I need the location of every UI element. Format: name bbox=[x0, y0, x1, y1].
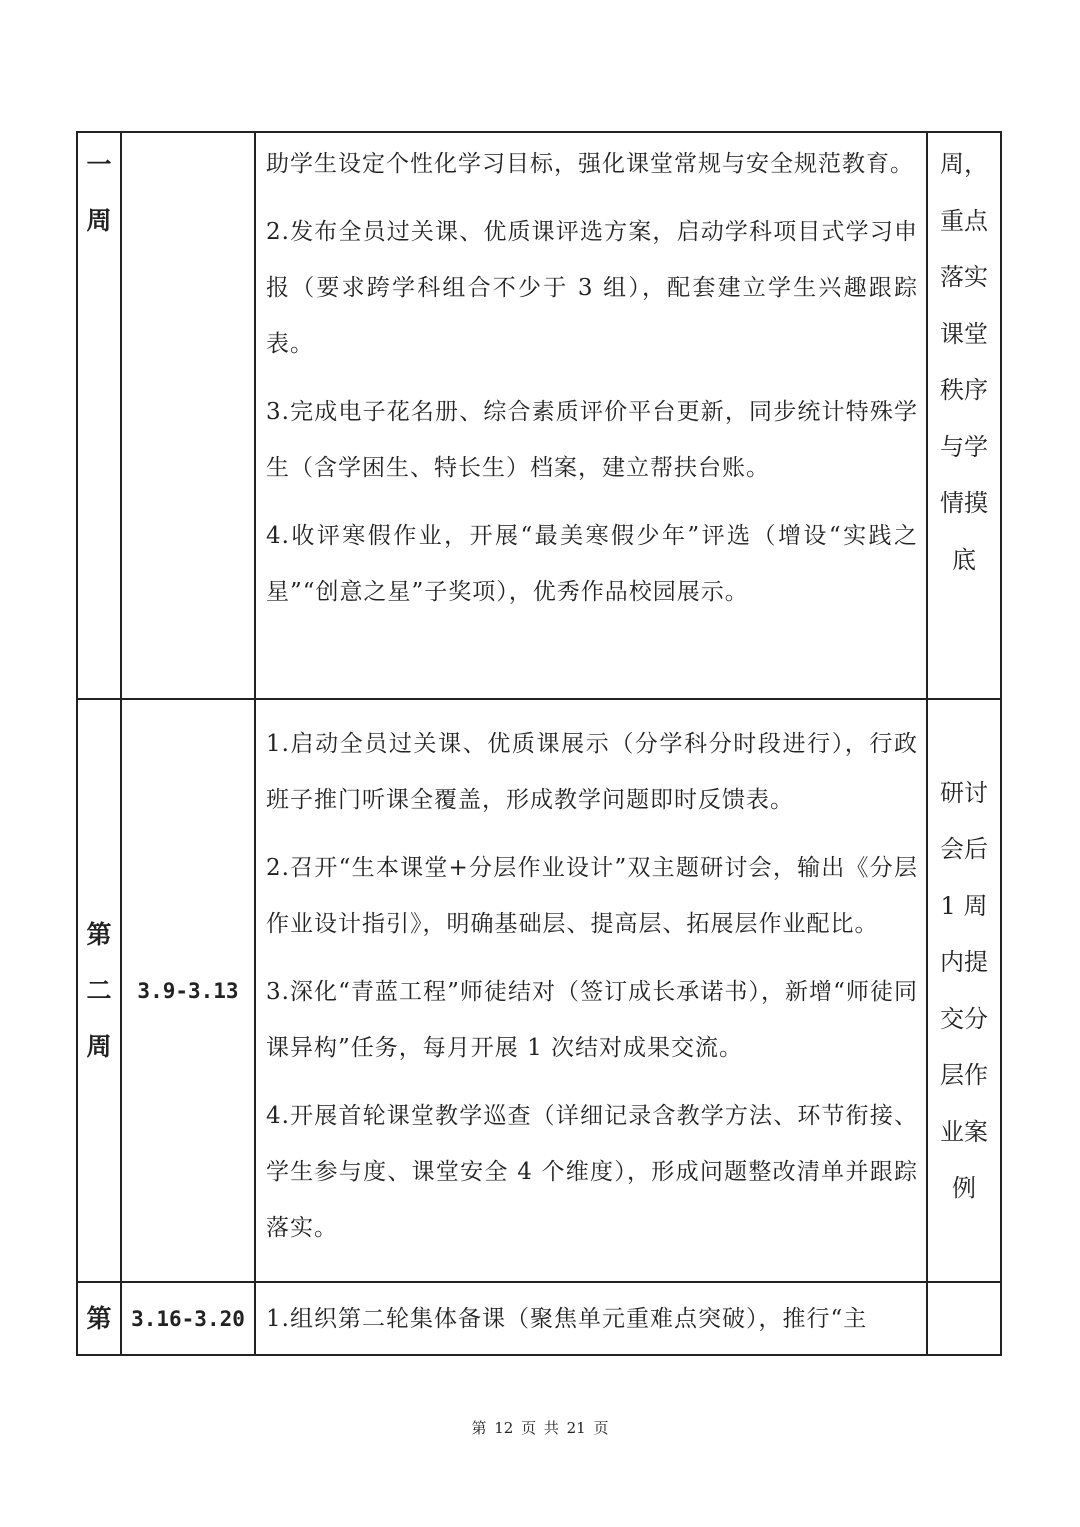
note-char: 内提 bbox=[940, 948, 988, 976]
note-char: 交分 bbox=[940, 1004, 988, 1033]
note-char: 会后 bbox=[940, 835, 988, 863]
note-char: 底 bbox=[952, 545, 976, 574]
note-char: 层作 bbox=[940, 1061, 988, 1089]
week-char: 一 bbox=[86, 150, 112, 179]
week-char: 周 bbox=[86, 206, 112, 235]
page-footer: 第 12 页 共 21 页 bbox=[471, 1419, 609, 1437]
content-cell bbox=[255, 132, 927, 699]
note-char: 情摸 bbox=[940, 489, 988, 517]
date-cell bbox=[121, 132, 255, 699]
content-cell bbox=[255, 1282, 927, 1355]
note-cell bbox=[927, 1282, 1001, 1355]
date-text: 3.9-3.13 bbox=[137, 978, 239, 1003]
content-cell bbox=[255, 699, 927, 1282]
note-char: 课堂 bbox=[940, 319, 988, 348]
note-char: 1 周 bbox=[940, 891, 988, 920]
plan-item: 1.启动全员过关课、优质课展示（分学科分时段进行），行政班子推门听课全覆盖，形成教学问题即时反馈表。 bbox=[266, 731, 918, 813]
plan-item: 4.开展首轮课堂教学巡查（详细记录含教学方法、环节衔接、学生参与度、课堂安全 4 个维度），形成问题整改清单并跟踪落实。 bbox=[266, 1103, 918, 1241]
week-char: 周 bbox=[86, 1031, 112, 1061]
note-char: 秩序 bbox=[940, 376, 988, 404]
plan-item: 2.召开“生本课堂+分层作业设计”双主题研讨会，输出《分层作业设计指引》，明确基础层、提高层、拓展层作业配比。 bbox=[266, 855, 918, 937]
note-char: 研讨 bbox=[940, 778, 988, 807]
week-cell bbox=[77, 132, 121, 699]
date-cell bbox=[121, 699, 255, 1282]
note-char: 与学 bbox=[940, 432, 988, 461]
plan-item: 3.完成电子花名册、综合素质评价平台更新，同步统计特殊学生（含学困生、特长生）档案，建立帮扶台账。 bbox=[266, 399, 918, 481]
table-row-week3 bbox=[77, 1282, 1001, 1355]
plan-item: 4.收评寒假作业，开展“最美寒假少年”评选（增设“实践之星”“创意之星”子奖项），优秀作品校园展示。 bbox=[266, 523, 918, 605]
note-char: 周， bbox=[940, 150, 988, 178]
plan-item: 3.深化“青蓝工程”师徒结对（签订成长承诺书），新增“师徒同课异构”任务，每月开展 1 次结对成果交流。 bbox=[266, 979, 918, 1061]
schedule-table bbox=[76, 131, 1002, 1356]
note-cell bbox=[927, 132, 1001, 699]
plan-item: 助学生设定个性化学习目标，强化课堂常规与安全规范教育。 bbox=[266, 151, 914, 177]
plan-item: 2.发布全员过关课、优质课评选方案，启动学科项目式学习申报（要求跨学科组合不少于 3 组），配套建立学生兴趣跟踪表。 bbox=[266, 219, 918, 357]
week-char: 第 bbox=[86, 1303, 112, 1333]
table-row-week1 bbox=[77, 132, 1001, 699]
plan-item: 1.组织第二轮集体备课（聚焦单元重难点突破），推行“主 bbox=[266, 1306, 868, 1332]
table-row-week2 bbox=[77, 699, 1001, 1282]
week-char: 二 bbox=[86, 975, 112, 1005]
week-char: 第 bbox=[86, 919, 112, 949]
note-cell bbox=[927, 699, 1001, 1282]
note-char: 例 bbox=[952, 1174, 976, 1202]
note-char: 落实 bbox=[940, 263, 988, 291]
date-cell bbox=[121, 1282, 255, 1355]
note-char: 重点 bbox=[940, 206, 988, 235]
date-text: 3.16-3.20 bbox=[131, 1306, 245, 1331]
week-cell bbox=[77, 1282, 121, 1355]
week-cell bbox=[77, 699, 121, 1282]
note-char: 业案 bbox=[940, 1117, 988, 1146]
